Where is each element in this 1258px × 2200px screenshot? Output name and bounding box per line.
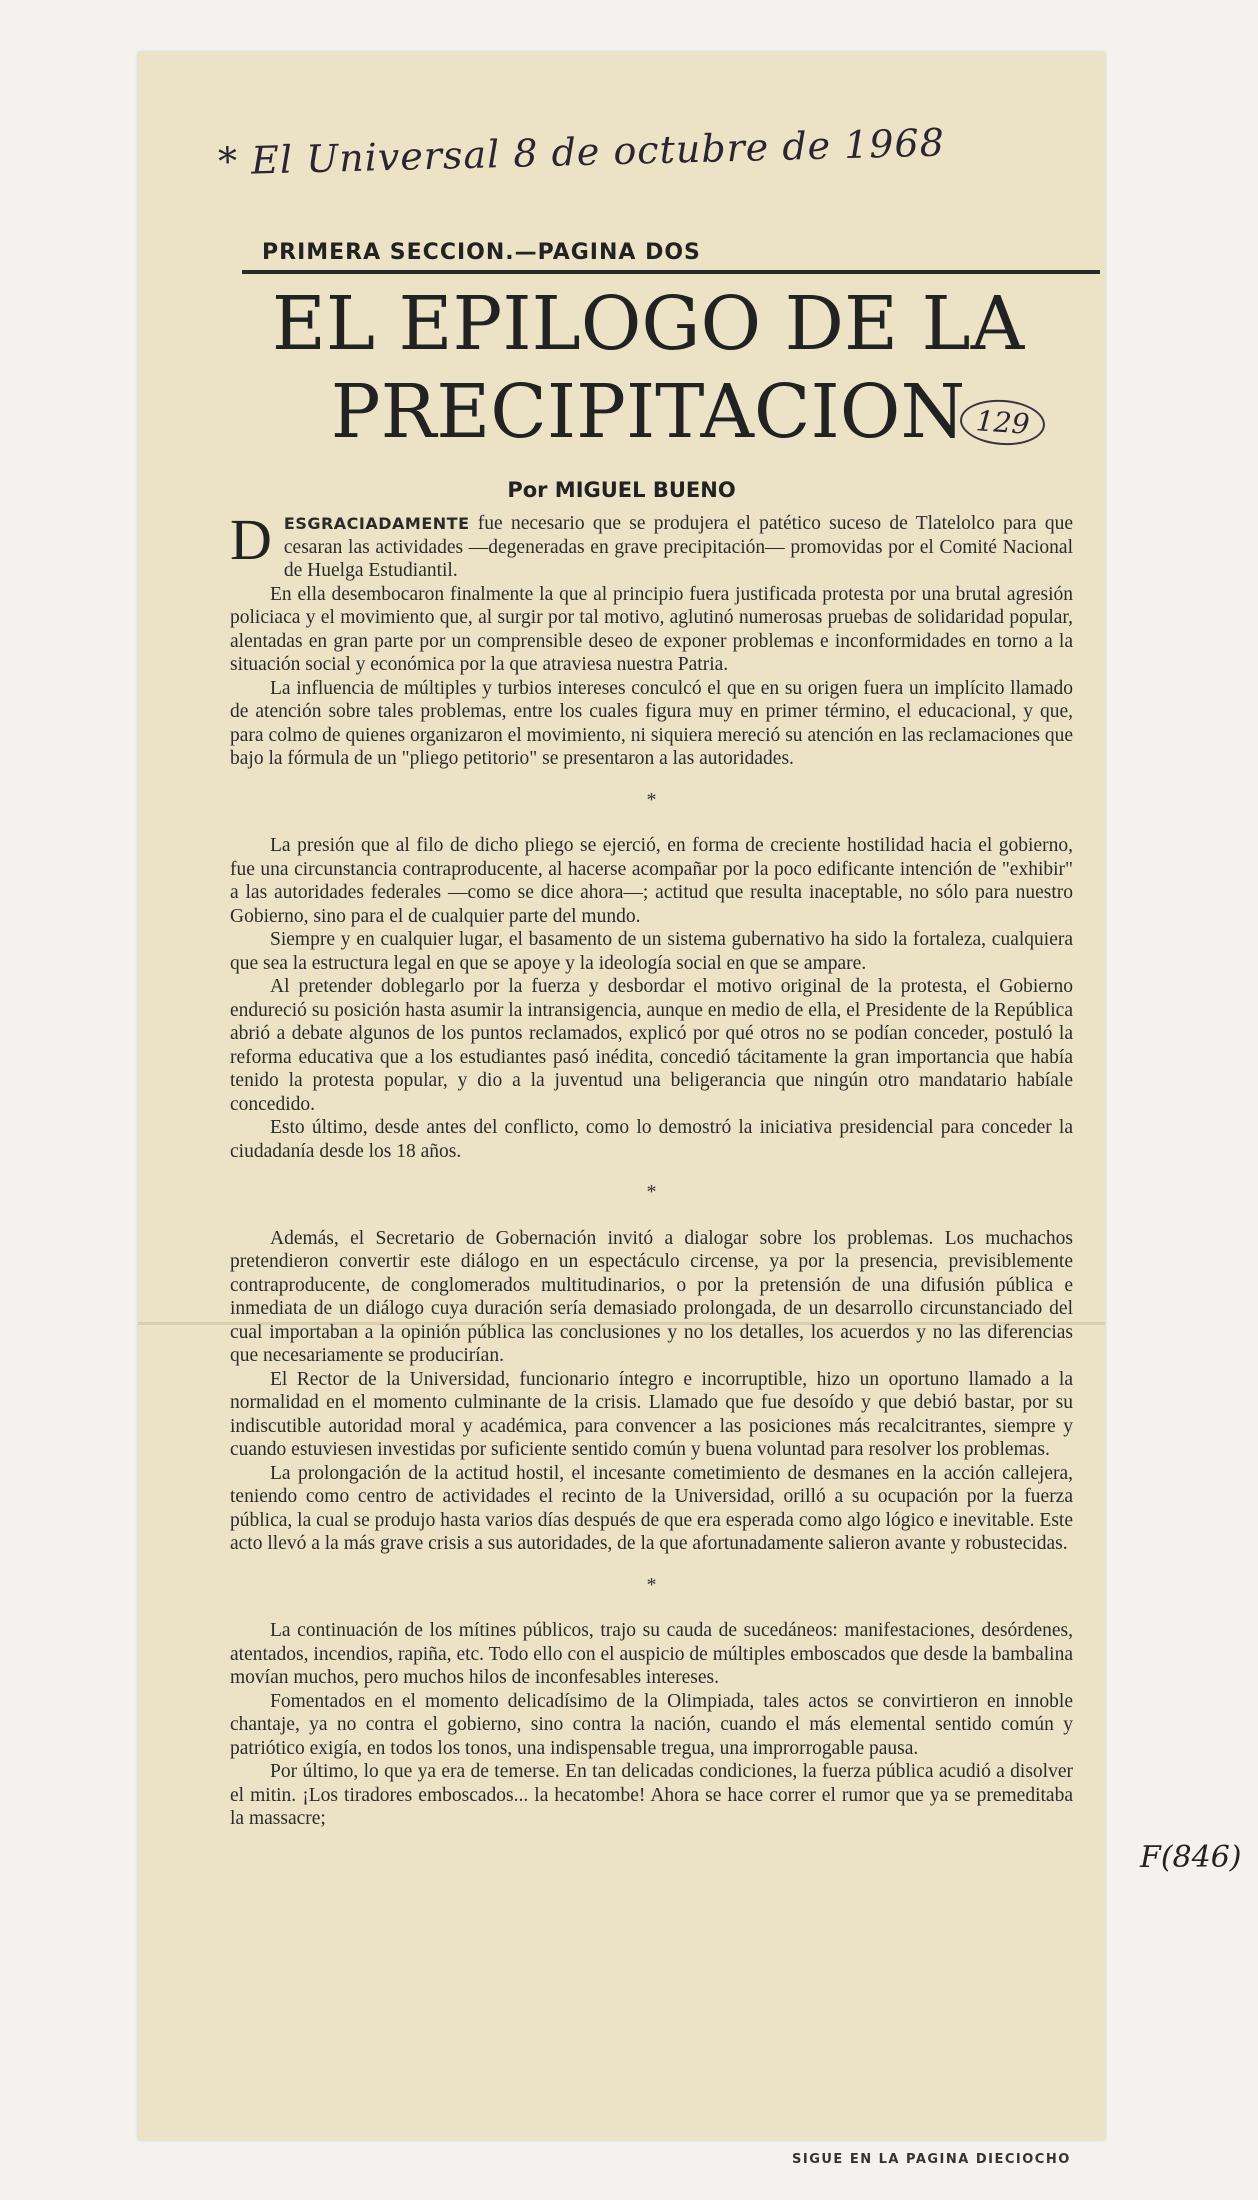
section-header: PRIMERA SECCION.—PAGINA DOS bbox=[262, 240, 701, 265]
title-line-2: PRECIPITACION bbox=[330, 369, 966, 455]
paragraph-13: Por último, lo que ya era de temerse. En tan delicadas condiciones, la fuerza pública acudió a disolver el mitin. ¡Los tiradores emboscados... la hecatombe! Ahora se hace correr el rumor que ya se premeditaba la massacre; bbox=[230, 1761, 1073, 1829]
paragraph-12: Fomentados en el momento delicadísimo de la Olimpiada, tales actos se convirtieron en innoble chantaje, ya no contra el gobierno, sino contra la nación, cuando el más elemental sentido común y patriótico exigía, en todos los tonos, una indispensable tregua, una improrrogable pausa. bbox=[230, 1690, 1073, 1759]
drop-cap: D bbox=[230, 507, 272, 572]
paragraph-3: La influencia de múltiples y turbios intereses conculcó el que en su origen fuera un implícito llamado de atención sobre tales problemas, entre los cuales figura muy en primer término, el educacional, y que, para colmo de quienes organizaron el movimiento, ni siquiera mereció su atención en las reclamaciones que bajo la fórmula de un "pliego petitorio" se presentaron a las autoridades. bbox=[230, 677, 1073, 769]
continued-note: SIGUE EN LA PAGINA DIECIOCHO bbox=[792, 2152, 1071, 2167]
paragraph-2: En ella desembocaron finalmente la que al principio fuera justificada protesta por una brutal agresión policiaca y el movimiento que, al surgir por tal motivo, aglutinó numerosas pruebas de solidaridad popular, alentadas en gran parte por un comprensible deseo de exponer problemas e inconformidades en torno a la situación social y económica por la que atraviesa nuestra Patria. bbox=[230, 583, 1073, 675]
byline: Por MIGUEL BUENO bbox=[507, 478, 736, 502]
paragraph-1 bbox=[230, 507, 1073, 583]
paragraph-10: La prolongación de la actitud hostil, el incesante cometimiento de desmanes en la acción callejera, teniendo como centro de actividades el recinto de la Universidad, orilló a su ocupación por la fuerza pública, la cual se produjo hasta varios días después de que era esperada como algo lógico e inevitable. Este acto llevó a la más grave crisis a sus autoridades, de la que afortunadamente salieron avante y robustecidas. bbox=[230, 1462, 1073, 1554]
paragraph-5: Siempre y en cualquier lugar, el basamento de un sistema gubernativo ha sido la fortaleza, cualquiera que sea la estructura legal en que se apoye y la ideología social en que se ampare. bbox=[230, 929, 1073, 974]
paragraph-4: La presión que al filo de dicho pliego se ejerció, en forma de creciente hostilidad hacia el gobierno, fue una circunstancia contraproducente, al hacerse acompañar por la poco edificante intención de "exhibir" a las autoridades federales —como se dice ahora—; actitud que resulta inaceptable, no sólo para nuestro Gobierno, sino para el de cualquier parte del mundo. bbox=[230, 835, 1073, 927]
article-body bbox=[230, 507, 1073, 1831]
paragraph-1-text: fue necesario que se produjera el patético suceso de Tlatelolco para que cesaran las actividades —degeneradas en grave precipitación— promovidas por el Comité Nacional de Huelga Estudiantil. bbox=[283, 513, 1073, 581]
newspaper-clipping bbox=[138, 52, 1105, 2167]
paragraph-9: El Rector de la Universidad, funcionario íntegro e incorruptible, hizo un oportuno llamado a la normalidad en el momento culminante de la crisis. Llamado que fue desoído y que debió bastar, por su indiscutible autoridad moral y académica, para convencer a las posiciones más recalcitrantes, siempre y cuando estuviesen investidas por suficiente sentido común y buena voluntad para resolver los problemas. bbox=[230, 1368, 1073, 1460]
handwritten-circled-number: 129 bbox=[959, 397, 1047, 448]
title-line-1: EL EPILOGO DE LA bbox=[271, 281, 1025, 367]
paragraph-7: Esto último, desde antes del conflicto, como lo demostró la iniciativa presidencial para conceder la ciudadanía desde los 18 años. bbox=[230, 1117, 1073, 1162]
paragraph-6: Al pretender doblegarlo por la fuerza y desbordar el motivo original de la protesta, el Gobierno endureció su posición hasta asumir la intransigencia, aunque en medio de ella, el Presidente de la República abrió a debate algunos de los puntos reclamados, explicó por qué otros no se podían conceder, postuló la reforma educativa que a los estudiantes pasó inédita, concedió tácitamente la gran importancia que había tenido la protesta popular, y dio a la juventud una beligerancia que ningún otro mandatario habíale concedido. bbox=[230, 976, 1073, 1115]
header-rule bbox=[242, 270, 1100, 274]
paragraph-11: La continuación de los mítines públicos, trajo su cauda de sucedáneos: manifestaciones, desórdenes, atentados, incendios, rapiña, etc. Todo ello con el auspicio de múltiples emboscados que desde la bambalina movían muchos, pero muchos hilos de inconfesables intereses. bbox=[230, 1620, 1073, 1688]
handwritten-archive-code: F(846) bbox=[1140, 1840, 1242, 1875]
section-separator: * bbox=[646, 1573, 657, 1596]
section-separator: * bbox=[646, 788, 657, 811]
section-separator: * bbox=[646, 1181, 657, 1203]
lead-word: ESGRACIADAMENTE bbox=[283, 514, 470, 533]
paragraph-8: Además, el Secretario de Gobernación invitó a dialogar sobre los problemas. Los muchachos pretendieron convertir este diálogo en un espectáculo circense, ya por la presencia, previsiblemente contraproducente, de conglomerados multitudinarios, o por la pretensión de una difusión pública e inmediata de un diálogo cuya duración sería demasiado prolongada, de un desarrollo circunstanciado del cual importaban a la opinión pública las conclusiones y no los detalles, los acuerdos y no las diferencias que necesariamente se producirían. bbox=[230, 1227, 1073, 1366]
handwritten-source-note: * El Universal 8 de octubre de 1968 bbox=[217, 120, 946, 184]
